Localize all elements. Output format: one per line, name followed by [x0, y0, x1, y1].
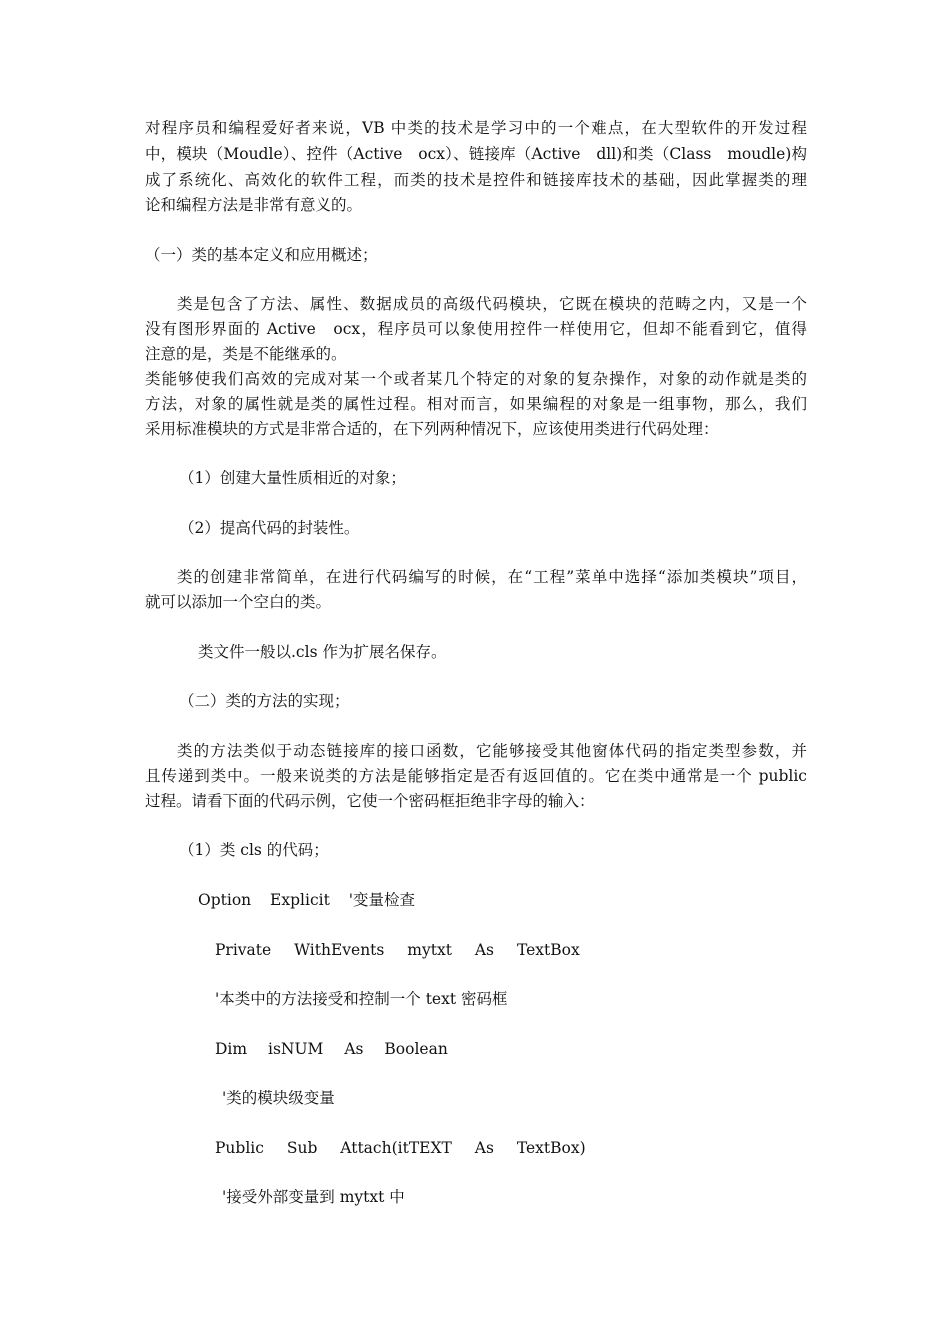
case-1: （1）创建大量性质相近的对象； [179, 469, 406, 487]
code-line-option-explicit: Option Explicit '变量检查 [198, 891, 416, 909]
section1-heading: （一）类的基本定义和应用概述； [145, 246, 378, 264]
code-heading: （1）类 cls 的代码； [179, 841, 329, 859]
code-line-dim-isnum: Dim isNUM As Boolean [215, 1040, 448, 1058]
create-line-1: 类的创建非常简单，在进行代码编写的时候，在“工程”菜单中选择“添加类模块”项目， [177, 568, 807, 586]
code-comment-module-var: '类的模块级变量 [222, 1089, 335, 1107]
intro-line-4: 论和编程方法是非常有意义的。 [145, 196, 363, 214]
definition-line-3: 注意的是，类是不能继承的。 [145, 345, 347, 363]
usage-line-2: 方法，对象的属性就是类的属性过程。相对而言，如果编程的对象是一组事物，那么，我们 [145, 395, 807, 413]
method-line-3: 过程。请看下面的代码示例，它使一个密码框拒绝非字母的输入： [145, 792, 595, 810]
code-comment-external: '接受外部变量到 mytxt 中 [222, 1188, 405, 1206]
create-line-2: 就可以添加一个空白的类。 [145, 593, 332, 611]
case-2: （2）提高代码的封装性。 [179, 519, 360, 537]
intro-line-1: 对程序员和编程爱好者来说，VB 中类的技术是学习中的一个难点，在大型软件的开发过程 [145, 119, 807, 137]
code-comment-accept: '本类中的方法接受和控制一个 text 密码框 [215, 990, 508, 1008]
intro-line-3: 成了系统化、高效化的软件工程，而类的技术是控件和链接库技术的基础，因此掌握类的理 [145, 171, 807, 189]
save-note: 类文件一般以.cls 作为扩展名保存。 [198, 643, 447, 661]
definition-line-2: 没有图形界面的 Active ocx，程序员可以象使用控件一样使用它，但却不能看到它，值得 [145, 320, 807, 338]
method-line-2: 且传递到类中。一般来说类的方法是能够指定是否有返回值的。它在类中通常是一个 public [145, 767, 807, 785]
definition-line-1: 类是包含了方法、属性、数据成员的高级代码模块，它既在模块的范畴之内，又是一个 [177, 295, 807, 313]
code-line-public-sub-attach: Public Sub Attach(itTEXT As TextBox) [215, 1139, 586, 1157]
section2-heading: （二）类的方法的实现； [179, 692, 350, 710]
code-line-private-withevents: Private WithEvents mytxt As TextBox [215, 941, 580, 959]
usage-line-1: 类能够使我们高效的完成对某一个或者某几个特定的对象的复杂操作，对象的动作就是类的 [145, 370, 807, 388]
usage-line-3: 采用标准模块的方式是非常合适的，在下列两种情况下，应该使用类进行代码处理： [145, 420, 719, 438]
intro-line-2: 中，模块（Moudle）、控件（Active ocx）、链接库（Active dll)和类（Class moudle)构 [145, 145, 807, 163]
method-line-1: 类的方法类似于动态链接库的接口函数，它能够接受其他窗体代码的指定类型参数，并 [177, 742, 807, 760]
